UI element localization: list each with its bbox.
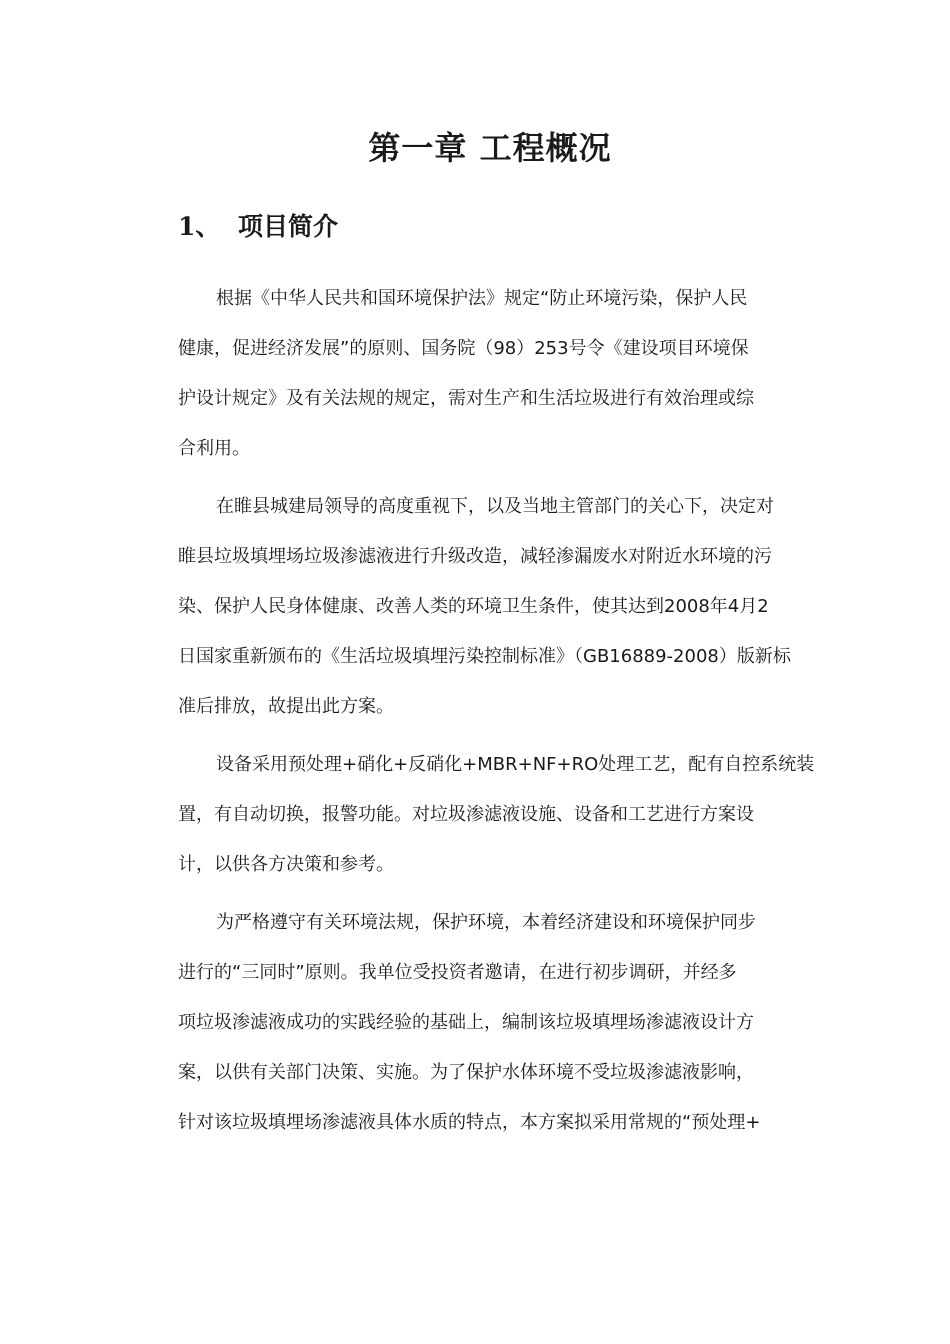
paragraph-equipment xyxy=(178,740,840,890)
paragraph-principles xyxy=(178,898,840,1148)
paragraph-line: 准后排放，故提出此方案。 xyxy=(178,696,394,717)
section-title: 项目简介 xyxy=(238,212,339,241)
paragraph-line: 案，以供有关部门决策、实施。为了保护水体环境不受垃圾渗滤液影响， xyxy=(178,1062,754,1083)
paragraph-legal-basis xyxy=(178,274,840,474)
paragraph-line: 健康，促进经济发展”的原则、国务院（98）253号令《建设项目环境保 xyxy=(178,338,749,359)
paragraph-line: 计，以供各方决策和参考。 xyxy=(178,854,394,875)
section-heading xyxy=(178,208,338,246)
paragraph-line: 染、保护人民身体健康、改善人类的环境卫生条件，使其达到2008年4月2 xyxy=(178,596,769,617)
paragraph-line: 睢县垃圾填埋场垃圾渗滤液进行升级改造，减轻渗漏废水对附近水环境的污 xyxy=(178,546,772,567)
chapter-title: 第一章 工程概况 xyxy=(368,129,612,167)
paragraph-line: 在睢县城建局领导的高度重视下，以及当地主管部门的关心下，决定对 xyxy=(216,496,774,517)
paragraph-line: 置，有自动切换，报警功能。对垃圾渗滤液设施、设备和工艺进行方案设 xyxy=(178,804,754,825)
paragraph-line: 进行的“三同时”原则。我单位受投资者邀请，在进行初步调研，并经多 xyxy=(178,962,737,983)
section-number: 1、 xyxy=(178,212,221,241)
paragraph-line: 为严格遵守有关环境法规，保护环境，本着经济建设和环境保护同步 xyxy=(216,912,756,933)
paragraph-line: 根据《中华人民共和国环境保护法》规定“防止环境污染，保护人民 xyxy=(216,288,748,309)
paragraph-project-decision xyxy=(178,482,840,732)
paragraph-line: 设备采用预处理+硝化+反硝化+MBR+NF+RO处理工艺，配有自控系统装 xyxy=(216,754,815,775)
body-text xyxy=(178,274,840,1156)
paragraph-line: 日国家重新颁布的《生活垃圾填埋污染控制标准》（GB16889-2008）版新标 xyxy=(178,646,791,667)
paragraph-line: 针对该垃圾填埋场渗滤液具体水质的特点，本方案拟采用常规的“预处理+ xyxy=(178,1112,761,1133)
paragraph-line: 护设计规定》及有关法规的规定，需对生产和生活垃圾进行有效治理或综 xyxy=(178,388,754,409)
paragraph-line: 项垃圾渗滤液成功的实践经验的基础上，编制该垃圾填埋场渗滤液设计方 xyxy=(178,1012,754,1033)
paragraph-line: 合利用。 xyxy=(178,438,250,459)
